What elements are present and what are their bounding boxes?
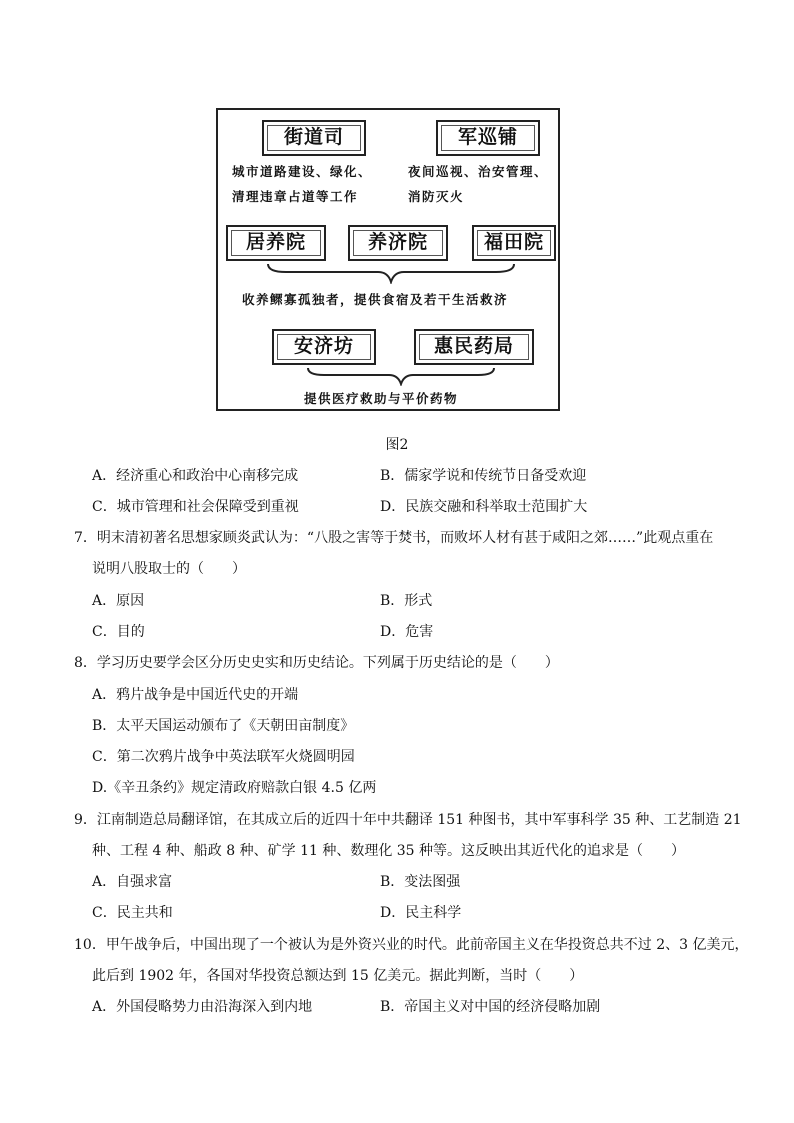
q6-option-c: C．城市管理和社会保障受到重视	[92, 499, 299, 515]
box-yangjiyuan: 养济院	[348, 225, 448, 261]
box-futianyuan: 福田院	[472, 225, 556, 261]
box-huiminyaoju: 惠民药局	[414, 329, 534, 365]
q9-option-d: D．民主科学	[380, 905, 462, 921]
q7-option-d: D．危害	[380, 624, 434, 640]
box-juyangyuan: 居养院	[226, 225, 326, 261]
box-anjifang: 安济坊	[272, 329, 376, 365]
q7-option-a: A．原因	[92, 593, 145, 609]
box-junxunpu: 军巡铺	[436, 120, 540, 156]
junxunpu-desc-1: 夜间巡视、治安管理、	[408, 164, 549, 179]
q9-stem-2: 种、工程 4 种、船政 8 种、矿学 11 种、数理化 35 种等。这反映出其近代化的追求是（ ）	[92, 843, 686, 859]
medical-desc: 提供医疗救助与平价药物	[304, 391, 459, 406]
q10-stem-2: 此后到 1902 年，各国对华投资总额达到 15 亿美元。据此判断，当时（ ）	[92, 968, 584, 984]
q10-option-a: A．外国侵略势力由沿海深入到内地	[92, 999, 313, 1015]
box-jiedaosi: 街道司	[262, 120, 366, 156]
q8-stem: 8．学习历史要学会区分历史史实和历史结论。下列属于历史结论的是（ ）	[74, 655, 559, 671]
q7-option-b: B．形式	[380, 593, 433, 609]
q9-stem-1: 9．江南制造总局翻译馆，在其成立后的近四十年中共翻译 151 种图书，其中军事科学 35 种、工艺制造 21	[74, 812, 742, 828]
figure-2	[216, 108, 560, 411]
brace-bottom	[306, 366, 496, 386]
q9-option-b: B．变法图强	[380, 874, 461, 890]
q6-option-d: D．民族交融和科举取士范围扩大	[380, 499, 588, 515]
figure-caption: 图2	[385, 437, 409, 453]
shelter-desc: 收养鳏寡孤独者，提供食宿及若干生活救济	[242, 292, 509, 307]
brace-top	[266, 262, 516, 284]
q7-stem-2: 说明八股取士的（ ）	[92, 561, 246, 577]
q7-stem-1: 7．明末清初著名思想家顾炎武认为：“八股之害等于焚书，而败坏人材有甚于咸阳之郊……”此观点重在	[74, 530, 714, 546]
q8-option-b: B．太平天国运动颁布了《天朝田亩制度》	[92, 718, 355, 734]
jiedaosi-desc-2: 清理违章占道等工作	[232, 189, 359, 204]
q8-option-d: D.《辛丑条约》规定清政府赔款白银 4.5 亿两	[92, 780, 377, 796]
q9-option-c: C．民主共和	[92, 905, 173, 921]
q10-stem-1: 10．甲午战争后，中国出现了一个被认为是外资兴业的时代。此前帝国主义在华投资总共不过 2、3 亿美元，	[74, 937, 749, 953]
q9-option-a: A．自强求富	[92, 874, 173, 890]
q7-option-c: C．目的	[92, 624, 145, 640]
junxunpu-desc-2: 消防灭火	[408, 189, 465, 204]
q10-option-b: B．帝国主义对中国的经济侵略加剧	[380, 999, 601, 1015]
q8-option-a: A．鸦片战争是中国近代史的开端	[92, 687, 299, 703]
q6-option-a: A．经济重心和政治中心南移完成	[92, 468, 299, 484]
jiedaosi-desc-1: 城市道路建设、绿化、	[232, 164, 373, 179]
q6-option-b: B．儒家学说和传统节日备受欢迎	[380, 468, 587, 484]
q8-option-c: C．第二次鸦片战争中英法联军火烧圆明园	[92, 749, 355, 765]
